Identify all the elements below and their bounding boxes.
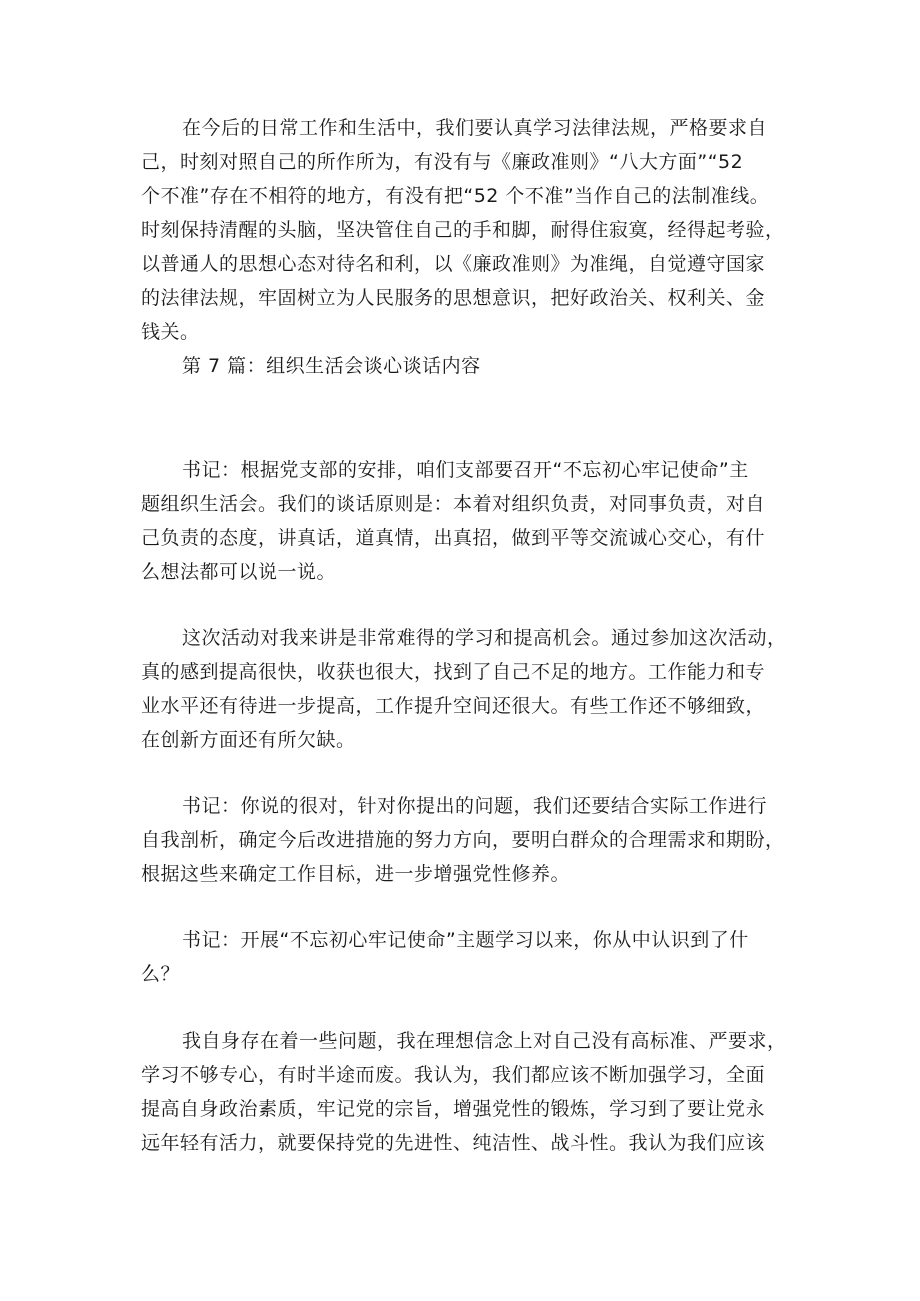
paragraph-6 — [141, 1024, 821, 1160]
text-line: 书记：根据党支部的安排，咱们支部要召开“不忘初心牢记使命”主 — [182, 459, 749, 481]
text-line: 自我剖析，确定今后改进措施的努力方向，要明白群众的合理需求和期盼， — [141, 829, 785, 851]
paragraph-5 — [141, 923, 821, 991]
text-line: 这次活动对我来讲是非常难得的学习和提高机会。通过参加这次活动， — [182, 627, 787, 649]
text-line: 的法律法规，牢固树立为人民服务的思想意识，把好政治关、权利关、金 — [141, 287, 766, 309]
text-line: 书记：你说的很对，针对你提出的问题，我们还要结合实际工作进行 — [182, 795, 768, 817]
text-line: 个不准”存在不相符的地方，有没有把“52 个不准”当作自己的法制准线。 — [141, 185, 770, 207]
text-line: 业水平还有待进一步提高，工作提升空间还很大。有些工作还不够细致， — [141, 695, 766, 717]
section-heading-block — [141, 349, 821, 383]
text-line: 己负责的态度，讲真话，道真情，出真招，做到平等交流诚心交心，有什 — [141, 527, 766, 549]
text-line: 提高自身政治素质，牢记党的宗旨，增强党性的锻炼，学习到了要让党永 — [141, 1098, 766, 1120]
text-line: 书记：开展“不忘初心牢记使命”主题学习以来，你从中认识到了什 — [182, 929, 749, 951]
text-line: 学习不够专心，有时半途而废。我认为，我们都应该不断加强学习，全面 — [141, 1064, 766, 1086]
section-heading: 第 7 篇：组织生活会谈心谈话内容 — [182, 355, 481, 377]
text-line: 钱关。 — [141, 321, 200, 343]
text-line: 么想法都可以说一说。 — [141, 561, 337, 583]
paragraph-3 — [141, 621, 821, 757]
text-line: 己，时刻对照自己的所作所为，有没有与《廉政准则》“八大方面”“52 — [141, 151, 744, 173]
text-line: 远年轻有活力，就要保持党的先进性、纯洁性、战斗性。我认为我们应该 — [141, 1132, 766, 1154]
text-line: 在创新方面还有所欠缺。 — [141, 729, 356, 751]
text-line: 题组织生活会。我们的谈话原则是：本着对组织负责，对同事负责，对自 — [141, 493, 766, 515]
paragraph-2 — [141, 453, 821, 589]
text-line: 我自身存在着一些问题，我在理想信念上对自己没有高标准、严要求， — [182, 1030, 787, 1052]
paragraph-4 — [141, 789, 821, 891]
text-line: 时刻保持清醒的头脑，坚决管住自己的手和脚，耐得住寂寞，经得起考验， — [141, 219, 785, 241]
text-line: 在今后的日常工作和生活中，我们要认真学习法律法规，严格要求自 — [182, 117, 768, 139]
paragraph-1 — [141, 111, 821, 349]
text-line: 以普通人的思想心态对待名和利，以《廉政准则》为准绳，自觉遵守国家 — [141, 253, 766, 275]
text-line: 真的感到提高很快，收获也很大，找到了自己不足的地方。工作能力和专 — [141, 661, 766, 683]
text-line: 么？ — [141, 963, 181, 985]
text-line: 根据这些来确定工作目标，进一步增强党性修养。 — [141, 863, 571, 885]
